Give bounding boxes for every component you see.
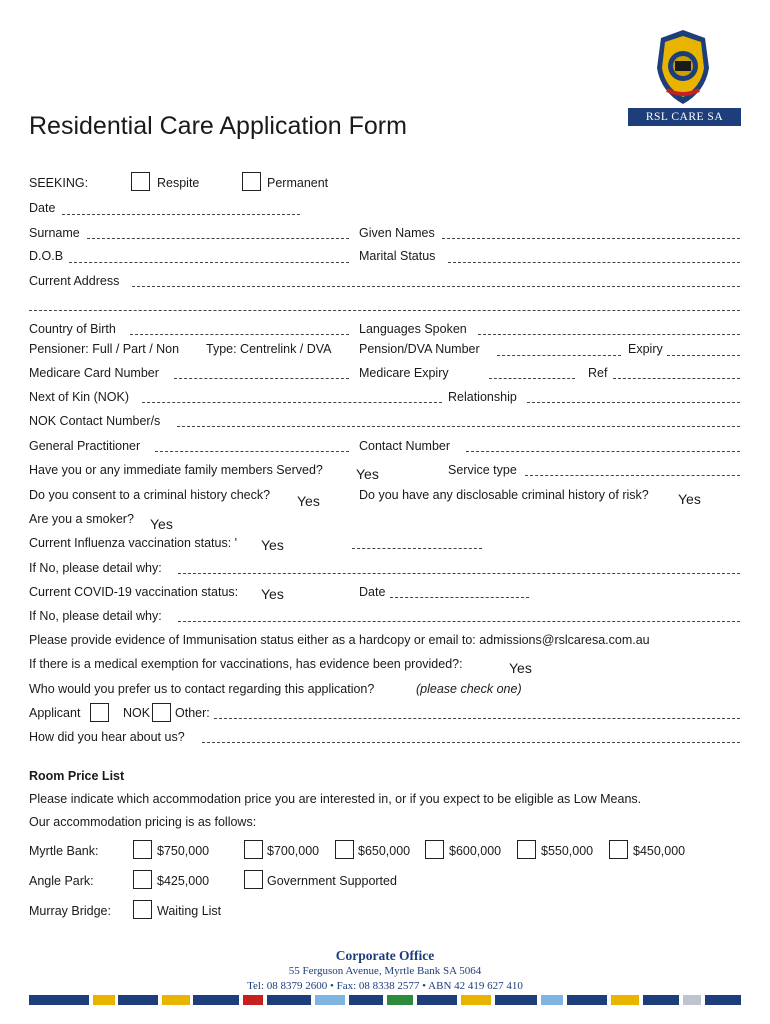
- languages-spoken-field[interactable]: [478, 334, 740, 335]
- myrtle-750-label: $750,000: [157, 844, 210, 858]
- served-answer[interactable]: Yes: [356, 466, 379, 482]
- pensioner-label: Pensioner: Full / Part / Non: [29, 342, 180, 356]
- contact-preference-note: (please check one): [416, 682, 522, 696]
- applicant-checkbox[interactable]: [90, 703, 109, 722]
- contact-number-field[interactable]: [466, 451, 740, 452]
- medicare-expiry-label: Medicare Expiry: [359, 366, 449, 380]
- applicant-label: Applicant: [29, 706, 81, 720]
- exemption-question: If there is a medical exemption for vaccinations, has evidence been provided?:: [29, 657, 463, 671]
- page-title: Residential Care Application Form: [29, 112, 407, 140]
- covid-date-field[interactable]: [390, 597, 529, 598]
- current-address-field-line2[interactable]: [29, 310, 740, 311]
- smoker-question: Are you a smoker?: [29, 512, 134, 526]
- pension-type-label: Type: Centrelink / DVA: [206, 342, 332, 356]
- room-price-intro-2: Our accommodation pricing is as follows:: [29, 815, 257, 829]
- current-address-field[interactable]: [132, 286, 740, 287]
- languages-spoken-label: Languages Spoken: [359, 322, 467, 336]
- myrtle-bank-label: Myrtle Bank:: [29, 844, 99, 858]
- myrtle-600-checkbox[interactable]: [425, 840, 444, 859]
- myrtle-450-label: $450,000: [633, 844, 686, 858]
- respite-label: Respite: [157, 176, 200, 190]
- served-question: Have you or any immediate family members Served?: [29, 463, 323, 477]
- myrtle-700-label: $700,000: [267, 844, 320, 858]
- other-option-label: Other:: [175, 706, 210, 720]
- myrtle-550-checkbox[interactable]: [517, 840, 536, 859]
- murray-bridge-label: Murray Bridge:: [29, 904, 111, 918]
- influenza-question: Current Influenza vaccination status: ': [29, 536, 238, 550]
- ref-label: Ref: [588, 366, 608, 380]
- marital-status-field[interactable]: [448, 262, 740, 263]
- angle-government-label: Government Supported: [267, 874, 397, 888]
- pension-dva-number-field[interactable]: [497, 355, 621, 356]
- next-of-kin-label: Next of Kin (NOK): [29, 390, 130, 404]
- nok-contact-label: NOK Contact Number/s: [29, 414, 161, 428]
- medicare-expiry-field[interactable]: [489, 378, 575, 379]
- if-no-field-2[interactable]: [178, 621, 740, 622]
- room-price-heading: Room Price List: [29, 769, 125, 783]
- rsl-care-logo: [628, 28, 741, 128]
- dob-field[interactable]: [69, 262, 349, 263]
- hear-about-label: How did you hear about us?: [29, 730, 185, 744]
- respite-checkbox[interactable]: [131, 172, 150, 191]
- permanent-label: Permanent: [267, 176, 329, 190]
- next-of-kin-field[interactable]: [142, 402, 442, 403]
- contact-number-label: Contact Number: [359, 439, 451, 453]
- dob-label: D.O.B: [29, 249, 64, 263]
- surname-field[interactable]: [87, 238, 349, 239]
- angle-425-label: $425,000: [157, 874, 210, 888]
- given-names-label: Given Names: [359, 226, 435, 240]
- consent-answer[interactable]: Yes: [297, 493, 320, 509]
- angle-425-checkbox[interactable]: [133, 870, 152, 889]
- medicare-card-label: Medicare Card Number: [29, 366, 159, 380]
- angle-park-label: Angle Park:: [29, 874, 94, 888]
- consent-question: Do you consent to a criminal history check?: [29, 488, 271, 502]
- general-practitioner-field[interactable]: [155, 451, 349, 452]
- marital-status-label: Marital Status: [359, 249, 436, 263]
- date-label: Date: [29, 201, 56, 215]
- service-type-field[interactable]: [525, 475, 740, 476]
- covid-date-label: Date: [359, 585, 386, 599]
- myrtle-450-checkbox[interactable]: [609, 840, 628, 859]
- myrtle-600-label: $600,000: [449, 844, 502, 858]
- disclosable-answer[interactable]: Yes: [678, 491, 701, 507]
- myrtle-550-label: $550,000: [541, 844, 594, 858]
- date-field[interactable]: [62, 214, 300, 215]
- footer-title: Corporate Office: [335, 948, 435, 963]
- angle-government-checkbox[interactable]: [244, 870, 263, 889]
- nok-option-label: NOK: [123, 706, 151, 720]
- rsl-badge-icon: [653, 28, 713, 106]
- influenza-extra-field[interactable]: [352, 548, 482, 549]
- ref-field[interactable]: [613, 378, 740, 379]
- nok-contact-field[interactable]: [177, 426, 740, 427]
- nok-checkbox[interactable]: [152, 703, 171, 722]
- footer-contact: Tel: 08 8379 2600 • Fax: 08 8338 2577 • ABN 42 419 627 410: [247, 980, 523, 992]
- smoker-answer[interactable]: Yes: [150, 516, 173, 532]
- country-of-birth-label: Country of Birth: [29, 322, 116, 336]
- if-no-field-1[interactable]: [178, 573, 740, 574]
- pension-dva-number-label: Pension/DVA Number: [359, 342, 480, 356]
- given-names-field[interactable]: [442, 238, 740, 239]
- contact-preference-question: Who would you prefer us to contact regarding this application?: [29, 682, 375, 696]
- myrtle-700-checkbox[interactable]: [244, 840, 263, 859]
- service-type-label: Service type: [448, 463, 517, 477]
- relationship-label: Relationship: [448, 390, 517, 404]
- influenza-answer[interactable]: Yes: [261, 537, 284, 553]
- disclosable-question: Do you have any disclosable criminal history of risk?: [359, 488, 649, 502]
- pension-expiry-field[interactable]: [667, 355, 740, 356]
- covid-question: Current COVID-19 vaccination status:: [29, 585, 239, 599]
- medicare-card-field[interactable]: [174, 378, 349, 379]
- immunisation-evidence-text: Please provide evidence of Immunisation status either as a hardcopy or email to: admissions@rslcaresa.com.au: [29, 633, 650, 647]
- permanent-checkbox[interactable]: [242, 172, 261, 191]
- logo-wordmark: RSL CARE SA: [628, 108, 741, 126]
- if-no-label-1: If No, please detail why:: [29, 561, 162, 575]
- room-price-intro-1: Please indicate which accommodation price you are interested in, or if you expect to be eligible as Low Means.: [29, 792, 642, 806]
- if-no-label-2: If No, please detail why:: [29, 609, 162, 623]
- other-field[interactable]: [214, 718, 740, 719]
- hear-about-field[interactable]: [202, 742, 740, 743]
- murray-waiting-checkbox[interactable]: [133, 900, 152, 919]
- surname-label: Surname: [29, 226, 80, 240]
- country-of-birth-field[interactable]: [130, 334, 349, 335]
- general-practitioner-label: General Practitioner: [29, 439, 141, 453]
- murray-waiting-label: Waiting List: [157, 904, 222, 918]
- pension-expiry-label: Expiry: [628, 342, 663, 356]
- covid-answer[interactable]: Yes: [261, 586, 284, 602]
- footer-address: 55 Ferguson Avenue, Myrtle Bank SA 5064: [288, 965, 482, 977]
- exemption-answer[interactable]: Yes: [509, 660, 532, 676]
- myrtle-650-checkbox[interactable]: [335, 840, 354, 859]
- relationship-field[interactable]: [527, 402, 740, 403]
- current-address-label: Current Address: [29, 274, 120, 288]
- myrtle-650-label: $650,000: [358, 844, 411, 858]
- seeking-label: SEEKING:: [29, 176, 89, 190]
- myrtle-750-checkbox[interactable]: [133, 840, 152, 859]
